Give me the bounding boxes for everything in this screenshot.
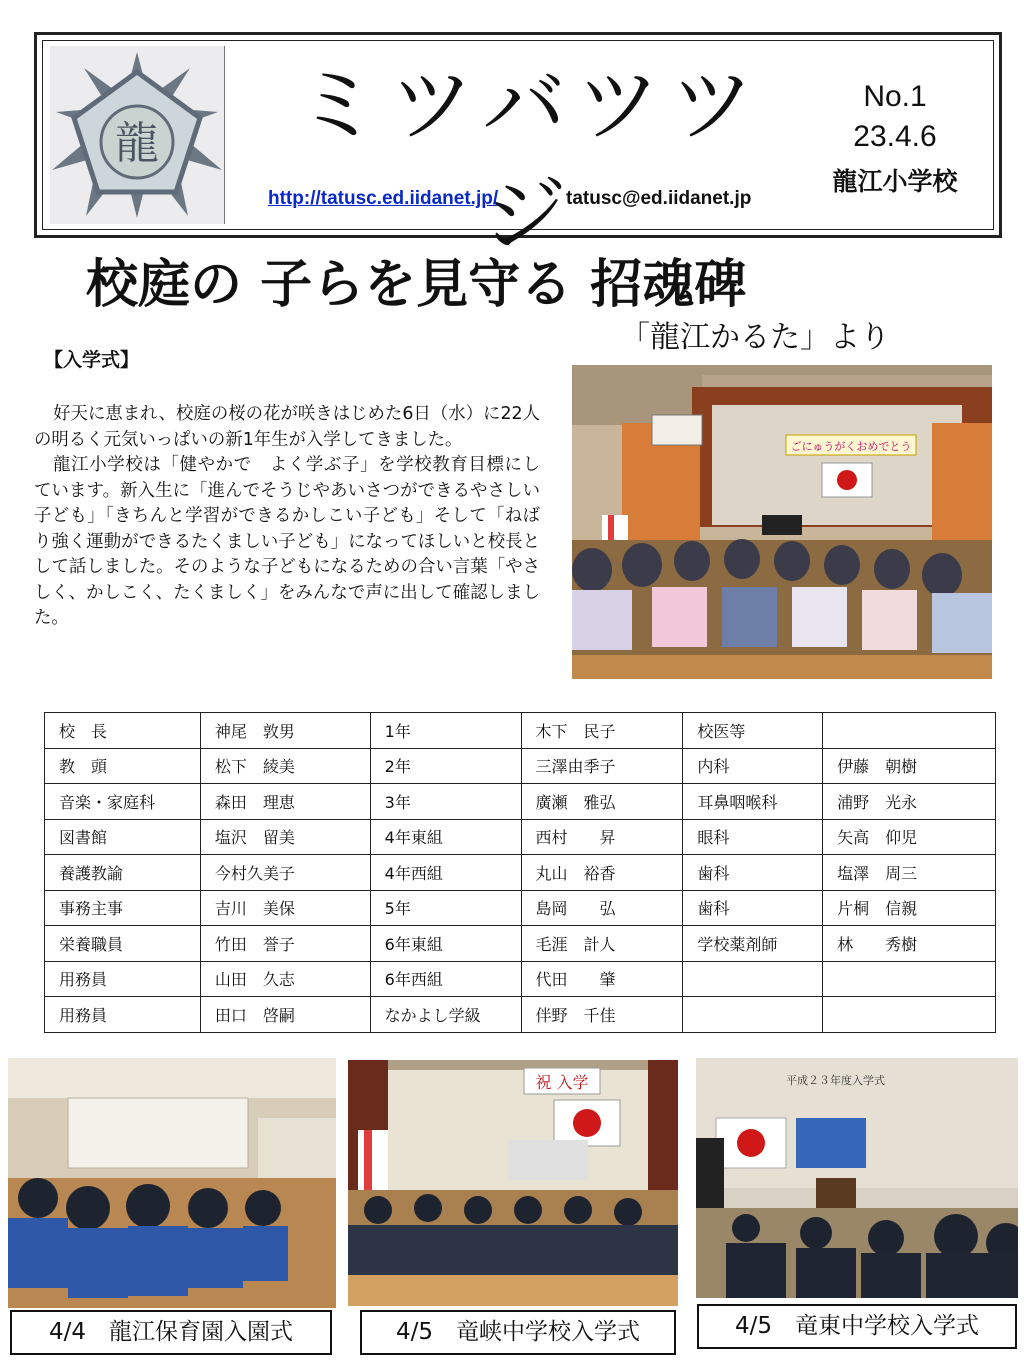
table-cell: 毛涯 計人 (521, 926, 683, 962)
ryukyo-junior-high-photo (348, 1060, 678, 1306)
table-row (45, 819, 996, 855)
table-cell: 廣瀬 雅弘 (521, 784, 683, 820)
article-body (34, 402, 540, 632)
article-paragraph: 龍江小学校は「健やかで よく学ぶ子」を学校教育目標にしています。新入生に「進んでそうじやあいさつができるやさしい子ども」「きちんと学習ができるかしこい子ども」そして「ねばり強く運動ができるたくましい子ども」になってほしいと校長として話しました。そのような子どもになるための合い言葉「やさしく、かしこく、たくましく」をみんなで声に出して確認しました。 (34, 455, 540, 628)
table-row (45, 855, 996, 891)
table-cell: 伊藤 朝樹 (823, 748, 996, 784)
emblem-character: 龍 (115, 118, 159, 169)
table-cell: 3年 (370, 784, 521, 820)
table-cell: 竹田 誉子 (200, 926, 370, 962)
table-cell: 山田 久志 (200, 961, 370, 997)
table-cell: 6年西組 (370, 961, 521, 997)
table-row (45, 997, 996, 1033)
banner-text: 祝 入学 (535, 1073, 589, 1092)
table-cell: 塩沢 留美 (200, 819, 370, 855)
photo-caption: 4/5 竜東中学校入学式 (697, 1304, 1017, 1349)
table-cell (823, 997, 996, 1033)
table-cell: 4年東組 (370, 819, 521, 855)
table-cell: 島岡 弘 (521, 890, 683, 926)
table-cell: 吉川 美保 (200, 890, 370, 926)
nursery-entrance-photo (8, 1058, 336, 1308)
table-cell: 4年西組 (370, 855, 521, 891)
table-cell (823, 713, 996, 749)
table-cell: 三澤由季子 (521, 748, 683, 784)
table-cell: 歯科 (683, 855, 823, 891)
table-cell: 用務員 (45, 961, 201, 997)
photo-caption: 4/5 竜峡中学校入学式 (360, 1310, 676, 1355)
table-cell: 林 秀樹 (823, 926, 996, 962)
section-heading: 【入学式】 (44, 349, 140, 371)
banner-text: 平成２３年度入学式 (786, 1074, 885, 1087)
table-cell: 教 頭 (45, 748, 201, 784)
table-cell: 塩澤 周三 (823, 855, 996, 891)
table-row (45, 961, 996, 997)
rising-sun-flag (737, 1129, 765, 1157)
table-cell: 代田 肇 (521, 961, 683, 997)
table-cell (683, 997, 823, 1033)
table-cell: 6年東組 (370, 926, 521, 962)
table-row (45, 713, 996, 749)
school-name: 龍江小学校 (832, 167, 958, 196)
ryuto-junior-high-photo (696, 1058, 1018, 1298)
table-cell (823, 961, 996, 997)
headline: 校庭の 子らを見守る 招魂碑 (86, 255, 747, 315)
table-cell: 片桐 信親 (823, 890, 996, 926)
table-row (45, 784, 996, 820)
table-cell: 校医等 (683, 713, 823, 749)
table-cell: 内科 (683, 748, 823, 784)
table-cell: 松下 綾美 (200, 748, 370, 784)
headline-source: 「龍江かるた」より (620, 320, 890, 355)
table-cell: 矢高 仰児 (823, 819, 996, 855)
article-paragraph: 好天に恵まれ、校庭の桜の花が咲きはじめた6日（水）に22人の明るく元気いっぱいの新1年生が入学してきました。 (34, 404, 540, 450)
rising-sun-flag (573, 1109, 601, 1137)
table-cell: 森田 理恵 (200, 784, 370, 820)
table-cell: 用務員 (45, 997, 201, 1033)
banner-text: ごにゅうがくおめでとう (790, 440, 912, 453)
table-cell: 校 長 (45, 713, 201, 749)
table-cell: 耳鼻咽喉科 (683, 784, 823, 820)
table-cell: 浦野 光永 (823, 784, 996, 820)
table-cell: 伴野 千佳 (521, 997, 683, 1033)
table-cell: 学校薬剤師 (683, 926, 823, 962)
table-cell: 田口 啓嗣 (200, 997, 370, 1033)
school-website-link[interactable]: http://tatusc.ed.iidanet.jp/ (268, 188, 499, 209)
table-cell: 養護教諭 (45, 855, 201, 891)
staff-table (44, 712, 996, 1033)
table-cell: 丸山 裕香 (521, 855, 683, 891)
issue-number: No.1 (863, 80, 927, 113)
table-cell: 音楽・家庭科 (45, 784, 201, 820)
newsletter-title: ミツバツツジ (295, 56, 765, 264)
table-cell: 木下 民子 (521, 713, 683, 749)
school-emblem (50, 46, 225, 224)
table-cell: 5年 (370, 890, 521, 926)
table-cell: 事務主事 (45, 890, 201, 926)
table-cell (683, 961, 823, 997)
table-cell: 1年 (370, 713, 521, 749)
rising-sun-flag (837, 470, 857, 490)
table-cell: 歯科 (683, 890, 823, 926)
table-cell: なかよし学級 (370, 997, 521, 1033)
table-cell: 栄養職員 (45, 926, 201, 962)
photo-caption: 4/4 龍江保育園入園式 (10, 1310, 332, 1355)
table-cell: 西村 昇 (521, 819, 683, 855)
table-cell: 神尾 敦男 (200, 713, 370, 749)
table-row (45, 926, 996, 962)
table-row (45, 748, 996, 784)
table-cell: 2年 (370, 748, 521, 784)
entrance-ceremony-photo (572, 365, 992, 679)
school-email: tatusc@ed.iidanet.jp (566, 188, 752, 209)
table-cell: 今村久美子 (200, 855, 370, 891)
issue-date: 23.4.6 (853, 120, 937, 153)
table-cell: 眼科 (683, 819, 823, 855)
table-cell: 図書館 (45, 819, 201, 855)
table-row (45, 890, 996, 926)
